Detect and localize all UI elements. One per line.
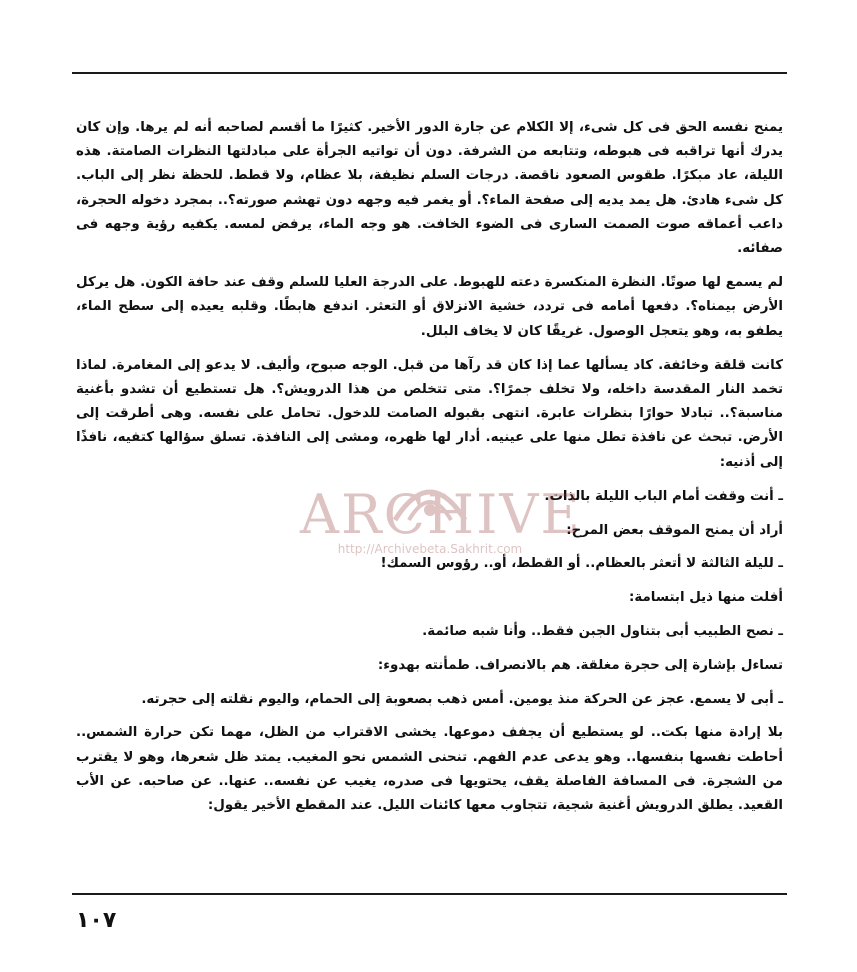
page-body-text — [76, 116, 783, 828]
top-rule — [72, 72, 787, 74]
narration-line-1: أراد أن يمنح الموقف بعض المرح: — [566, 522, 783, 538]
watermark-url: http://Archivebeta.Sakhrit.com — [337, 542, 523, 556]
page-number: ١٠٧ — [76, 908, 117, 933]
watermark-word: ARCHIVE — [300, 483, 582, 546]
bottom-rule — [72, 893, 787, 895]
dialogue-line-1: ـ أنت وقفت أمام الباب الليلة بالذات. — [544, 488, 783, 504]
paragraph-3: كانت قلقة وخائفة. كاد يسألها عما إذا كان قد رآها من قبل. الوجه صبوح، وأليف. لا يدعو إلى المغامرة. لماذا تخمد النار المقدسة داخله، ولا تخلف جمرًا؟. متى تتخلص من هذا الدرويش؟. هل تستطيع أن تشدو بأغنية مناسبة؟.. تبادلا حوارًا بنظرات عابرة. انتهى بقبوله الصامت للدخول. تحامل على نفسه. وهى أطرقت إلى الأرض. تبحث عن نافذة تطل منها على عينيه. أدار لها ظهره، ومشى إلى النافذة. تسلق سؤالها كتفيه، نافذًا إلى أذنيه: — [76, 357, 783, 470]
paragraph-final: بلا إرادة منها بكت.. لو يستطيع أن يجفف دموعها. يخشى الاقتراب من الظل، مهما تكن حرارة الشمس.. أحاطت نفسها بنفسها.. وهو يدعى عدم الفهم. تنحنى الشمس نحو المغيب. يمتد ظل شعرها، وهو لا يقترب من الشجرة. فى المسافة الفاصلة يقف، يحتويها فى صدره، يغيب عن نفسه.. عنها.. عن صاحبه. عن الأب القعيد. يطلق الدرويش أغنية شجية، تتجاوب معها كائنات الليل. عند المقطع الأخير يقول: — [76, 725, 783, 814]
narration-line-2: أفلت منها ذيل ابتسامة: — [629, 590, 783, 606]
paragraph-2: لم يسمع لها صوتًا. النظرة المنكسرة دعته للهبوط. على الدرجة العليا للسلم وقف عند حافة الكون. هل يركل الأرض بيمناه؟. دفعها أمامه فى تردد، خشية الانزلاق أو التعثر. اندفع هابطًا. وقلبه يعيده إلى سطح الماء، يطفو به، وهو يتعجل الوصول. غريقًا كان لا يخاف البلل. — [76, 275, 783, 339]
dialogue-line-2: ـ لليلة الثالثة لا أتعثر بالعظام.. أو القطط، أو.. رؤوس السمك! — [380, 556, 783, 572]
dialogue-line-4: ـ أبى لا يسمع. عجز عن الحركة منذ يومين. أمس ذهب بصعوبة إلى الحمام، واليوم نقلته إلى حجرته. — [141, 691, 783, 707]
narration-line-3: تساءل بإشارة إلى حجرة مغلقة. هم بالانصراف. طمأنته بهدوء: — [377, 657, 783, 673]
dialogue-line-3: ـ نصح الطبيب أبى بتناول الجبن فقط.. وأنا شبه صائمة. — [422, 624, 783, 640]
paragraph-1: يمنح نفسه الحق فى كل شىء، إلا الكلام عن جارة الدور الأخير. كثيرًا ما أقسم لصاحبه أنه لم يرها. وإن كان يدرك أنها تراقبه فى هبوطه، وتتابعه من الشرفة. دون أن تواتيه الجرأة على مبادلتها النظرات الصامتة. هذه الليلة، عاد مبكرًا. طقوس الصعود ناقصة. درجات السلم نظيفة، بلا عظام، ولا قطط. للحظة نظر إلى الباب. كل شىء هادئ. هل يمد يديه إلى صفحة الماء؟. أو يغمر فيه وجهه دون تهشم صورته؟.. بمجرد دخوله الحجرة، داعب أعماقه صوت الصمت السارى فى الضوء الخافت. هو وجه الماء، يرفض لمسه. يكفيه رؤية وجهه فى صفائه. — [76, 120, 783, 257]
